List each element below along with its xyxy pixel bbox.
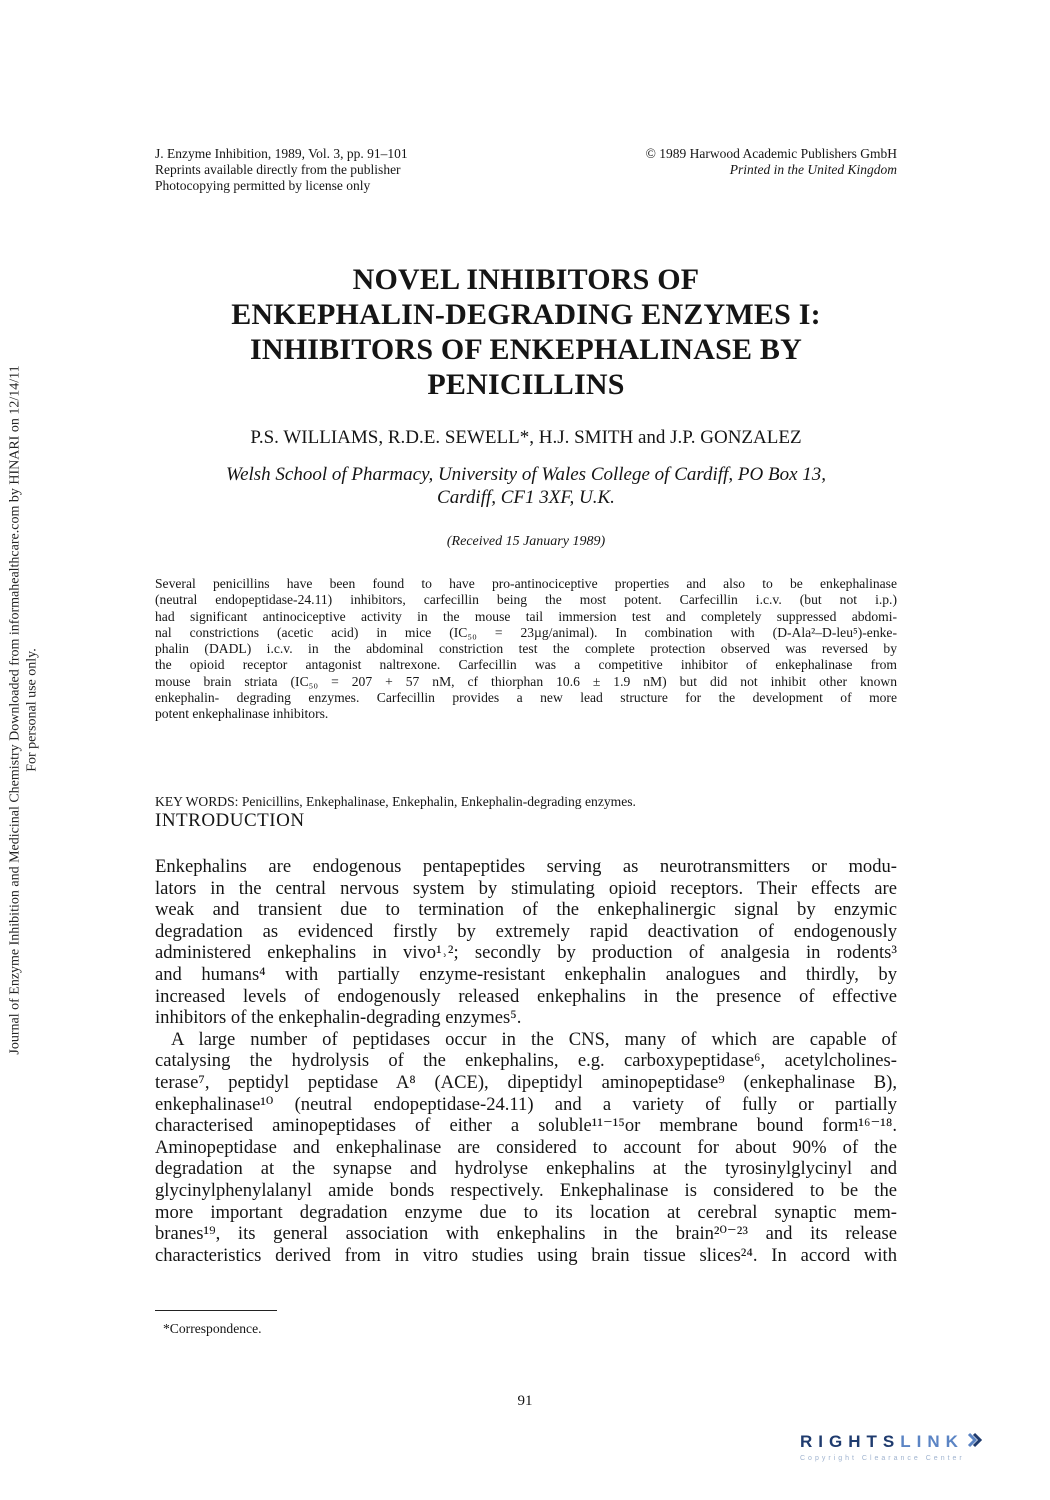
abstract-line: (neutral endopeptidase-24.11) inhibitors, carfecillin being the most potent. Carfecillin i.c.v. (but not i.p.) — [155, 592, 897, 608]
logo-subtitle: Copyright Clearance Center — [800, 1455, 965, 1463]
side-notice-line-2: For personal use only. — [25, 648, 40, 772]
side-notice-line-1: Journal of Enzyme Inhibition and Medicinal Chemistry Downloaded from informahealthcare.com by HINARI on 12/14/11 — [8, 365, 23, 1055]
copyright-line: © 1989 Harwood Academic Publishers GmbH — [645, 146, 897, 161]
abstract-line: Several penicillins have been found to have pro-antinociceptive properties and also to be enkephalinase — [155, 576, 897, 591]
body-line: more important degradation enzyme due to its location at cerebral synaptic mem- — [155, 1201, 897, 1223]
body-line: and humans⁴ with partially enzyme-resistant enkephalin analogues and thirdly, by — [155, 963, 897, 985]
article-title — [155, 262, 897, 402]
side-download-notice — [0, 210, 48, 1210]
keywords: KEY WORDS: Penicillins, Enkephalinase, Enkephalin, Enkephalin-degrading enzymes. — [155, 794, 636, 809]
photocopy-note: Photocopying permitted by license only — [155, 178, 371, 193]
logo-word-dark: RIGHTS — [800, 1432, 901, 1451]
body-line: administered enkephalins in vivo¹˒²; secondly by production of analgesia in rodents³ — [155, 942, 897, 964]
author-list: P.S. WILLIAMS, R.D.E. SEWELL*, H.J. SMITH and J.P. GONZALEZ — [250, 427, 802, 448]
footnote-correspondence: *Correspondence. — [163, 1321, 262, 1336]
section-heading-introduction: INTRODUCTION — [155, 810, 305, 831]
reprints-note: Reprints available directly from the publisher — [155, 162, 401, 177]
header-right-block — [646, 146, 897, 194]
introduction-body — [155, 856, 897, 1266]
abstract-line: mouse brain striata (IC₅₀ = 207 + 57 nM, cf thiorphan 10.6 ± 1.9 nM) but did not inhibit other known — [155, 673, 897, 689]
journal-header — [155, 146, 897, 194]
rightslink-arrow-icon — [966, 1432, 982, 1453]
affiliation — [155, 463, 897, 509]
abstract — [155, 576, 897, 723]
abstract-line: enkephalin- degrading enzymes. Carfecillin provides a new lead structure for the development of more — [155, 690, 897, 706]
title-line: ENKEPHALIN-DEGRADING ENZYMES I: — [231, 298, 821, 331]
received-date: (Received 15 January 1989) — [446, 534, 606, 549]
abstract-line: had significant antinociceptive activity in the mouse tail immersion test and completely suppressed abdomi- — [155, 608, 897, 624]
journal-citation: J. Enzyme Inhibition, 1989, Vol. 3, pp. 91–101 — [155, 146, 408, 161]
affiliation-line: Cardiff, CF1 3XF, U.K. — [437, 487, 615, 508]
title-line: PENICILLINS — [427, 368, 625, 401]
body-line: degradation as evidenced firstly by extremely rapid deactivation of endogenously — [155, 920, 897, 942]
abstract-line: nal constrictions (acetic acid) in mice (IC₅₀ = 23µg/animal). In combination with (D-Ala²–D-leu⁵)-enke- — [155, 624, 897, 640]
body-line: A large number of peptidases occur in the CNS, many of which are capable of — [171, 1028, 897, 1050]
body-line: characteristics derived from in vitro studies using brain tissue slices²⁴. In accord with — [155, 1244, 897, 1266]
body-line: enkephalinase¹⁰ (neutral endopeptidase-24.11) and a variety of fully or partially — [155, 1093, 897, 1115]
body-line: glycinylphenylalanyl amide bonds respectively. Enkephalinase is considered to be the — [155, 1179, 897, 1201]
body-line: characterised aminopeptidases of either a soluble¹¹⁻¹⁵or membrane bound form¹⁶⁻¹⁸. — [155, 1115, 897, 1137]
body-line: Enkephalins are endogenous pentapeptides serving as neurotransmitters or modu- — [155, 856, 897, 877]
abstract-line: phalin (DADL) i.c.v. in the abdominal constriction test the complete protection observed was reversed by — [155, 641, 897, 657]
body-line: Aminopeptidase and enkephalinase are considered to account for about 90% of the — [155, 1136, 897, 1158]
footnote-divider — [155, 1310, 277, 1311]
title-line: NOVEL INHIBITORS OF — [352, 263, 700, 296]
logo-word-light: LINK — [900, 1432, 964, 1451]
body-line: degradation at the synapse and hydrolyse enkephalins at the tyrosinylglycinyl and — [155, 1158, 897, 1180]
body-line: inhibitors of the enkephalin-degrading enzymes⁵. — [155, 1007, 522, 1029]
body-line: terase⁷, peptidyl peptidase A⁸ (ACE), dipeptidyl aminopeptidase⁹ (enkephalinase B), — [155, 1071, 897, 1093]
abstract-line: potent enkephalinase inhibitors. — [155, 706, 329, 722]
printed-in-line: Printed in the United Kingdom — [729, 162, 897, 177]
title-line: INHIBITORS OF ENKEPHALINASE BY — [250, 333, 802, 366]
body-line: increased levels of endogenously released enkephalins in the presence of effective — [155, 985, 897, 1007]
header-left-block — [155, 146, 408, 194]
body-line: weak and transient due to termination of the enkephalinergic signal by enzymic — [155, 899, 897, 921]
rightslink-logo[interactable] — [800, 1432, 1040, 1472]
rightslink-wordmark — [800, 1432, 1040, 1453]
body-line: lators in the central nervous system by stimulating opioid receptors. Their effects are — [155, 877, 897, 899]
body-line: branes¹⁹, its general association with enkephalins in the brain²⁰⁻²³ and its release — [155, 1223, 897, 1245]
abstract-line: the opioid receptor antagonist naltrexone. Carfecillin was a competitive inhibitor of enkephalinase from — [155, 657, 897, 673]
side-download-notice-text — [7, 365, 41, 1054]
affiliation-line: Welsh School of Pharmacy, University of Wales College of Cardiff, PO Box 13, — [225, 464, 827, 485]
body-line: catalysing the hydrolysis of the enkephalins, e.g. carboxypeptidase⁶, acetylcholines- — [155, 1050, 897, 1072]
page-number: 91 — [517, 1393, 533, 1409]
